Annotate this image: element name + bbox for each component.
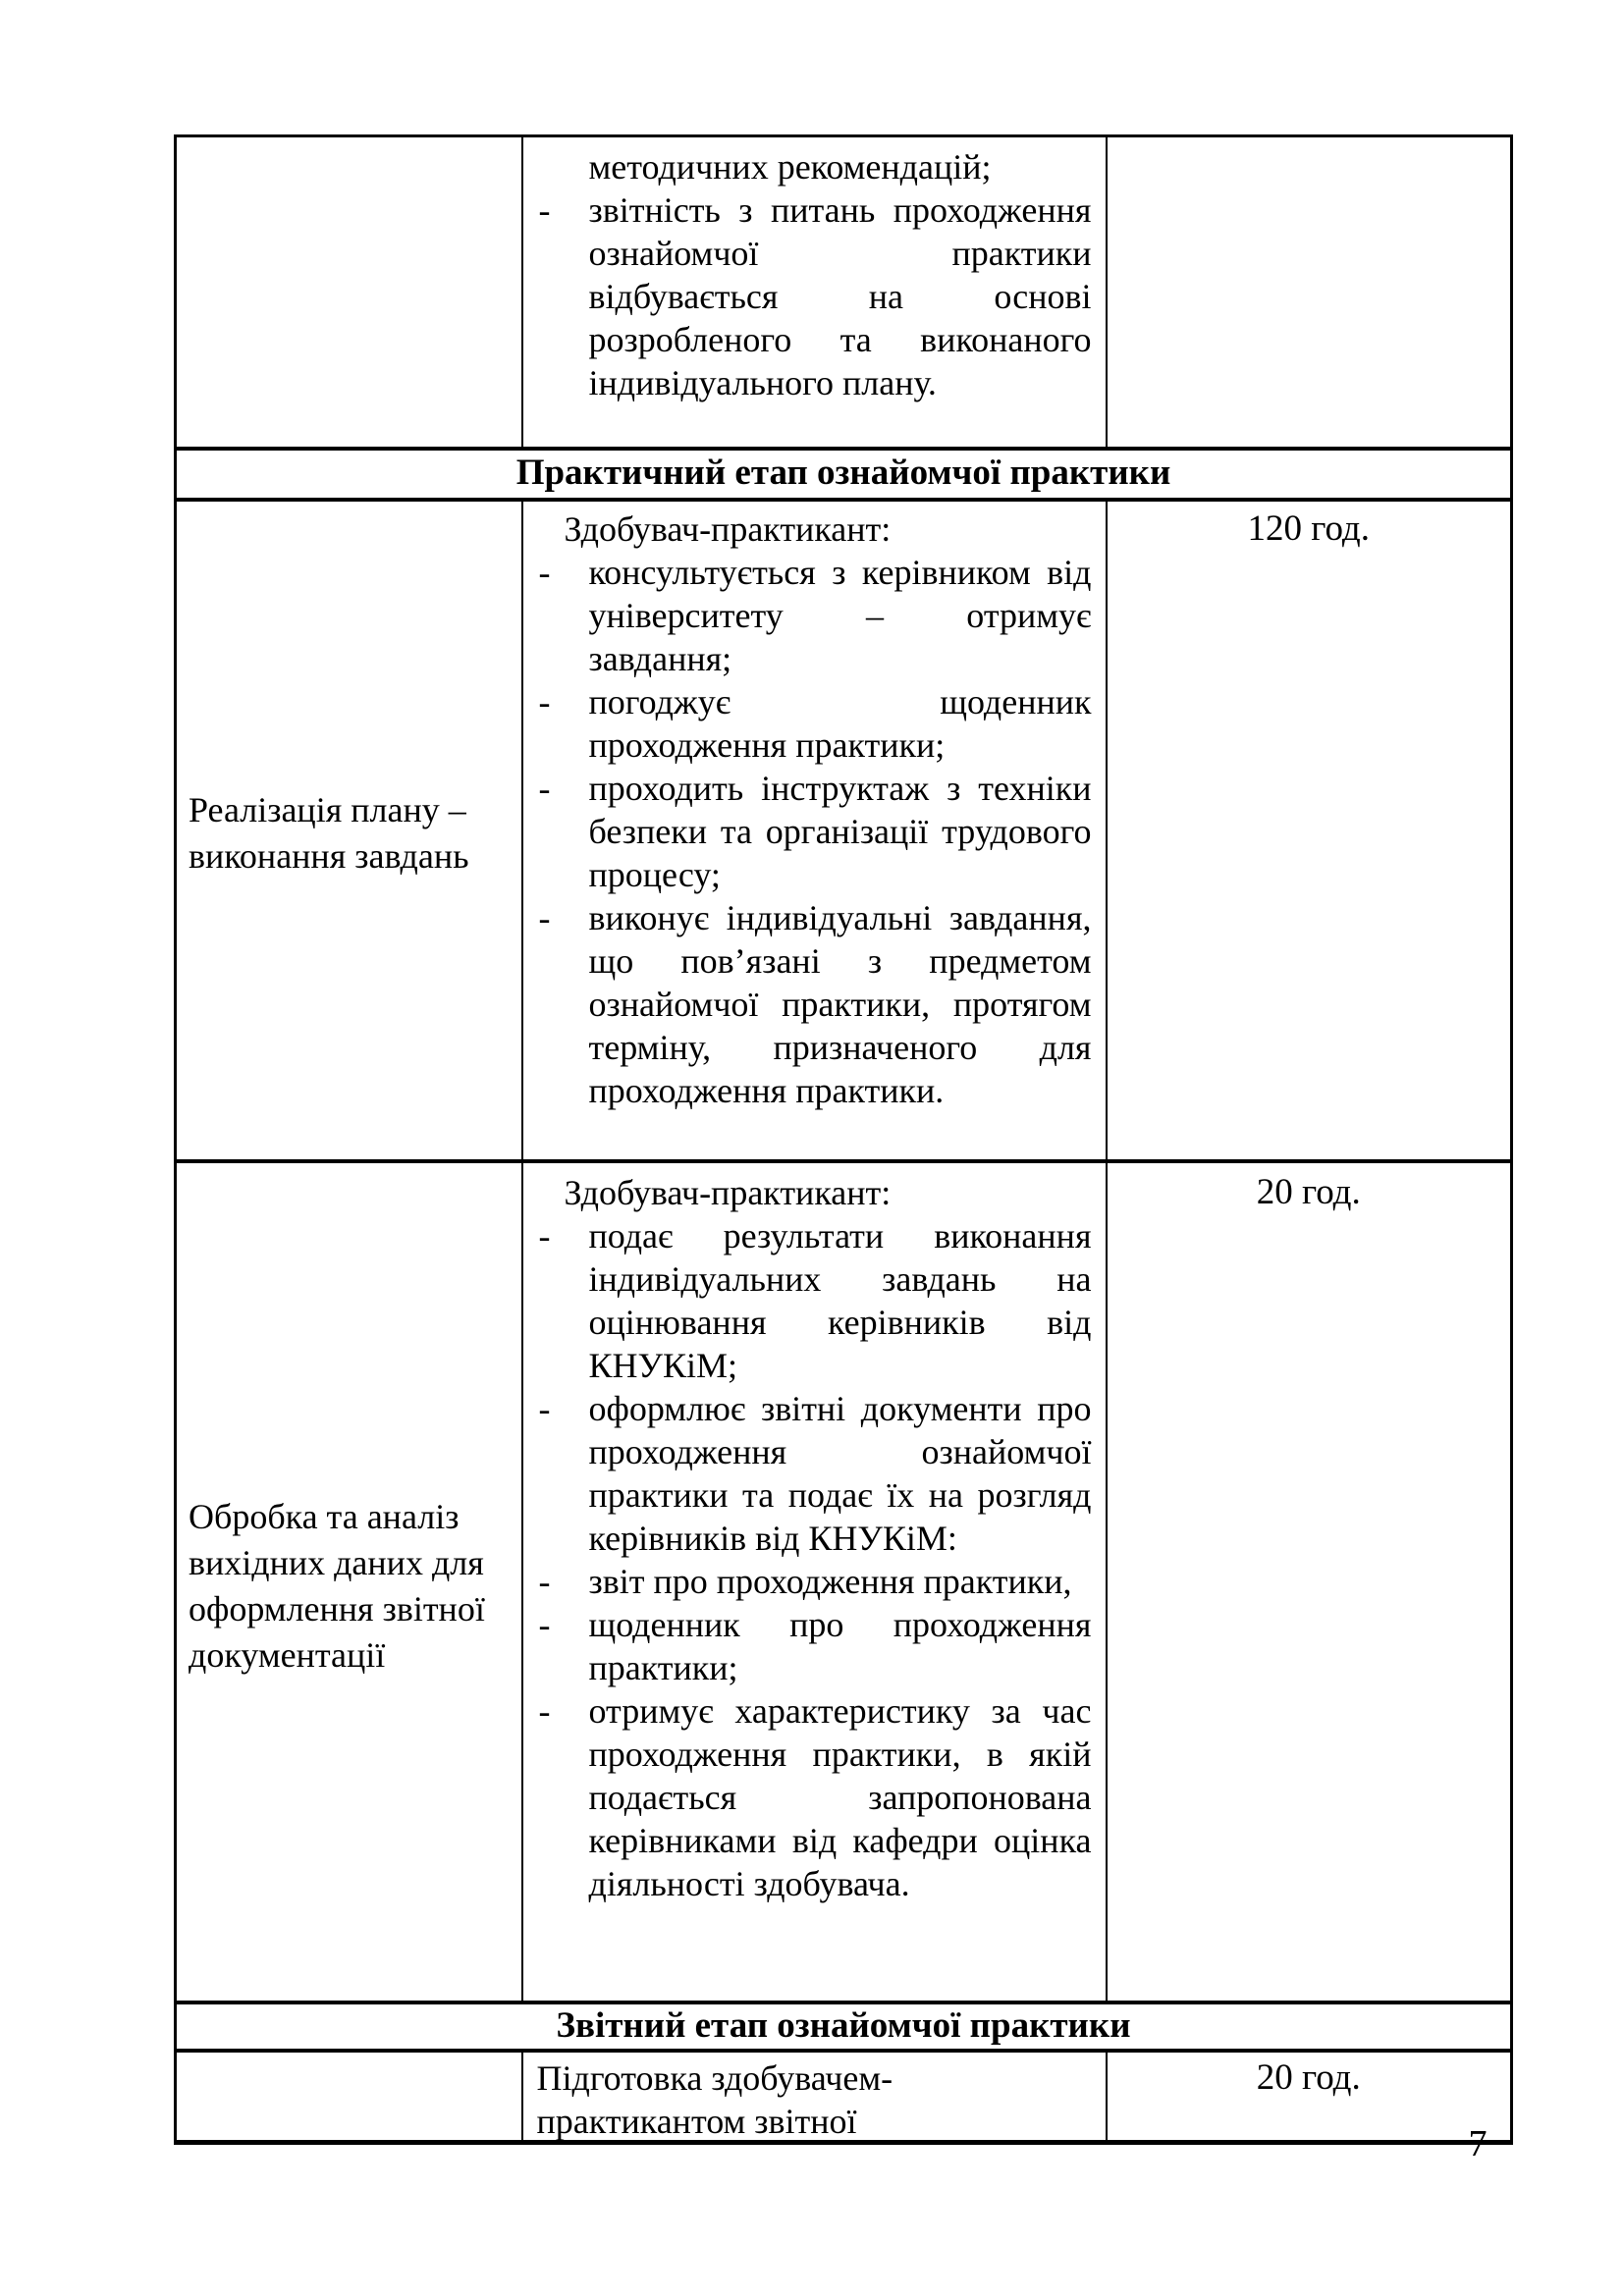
stage-cell [176, 500, 522, 1161]
bullet-dash: - [538, 190, 551, 230]
stage-text: Обробка та аналіз вихідних даних для оформлення звітної документації [189, 1496, 485, 1675]
bullet-item [537, 1603, 1092, 1689]
stage-cell [176, 136, 522, 450]
stage-text: Реалізація плану – виконання завдань [189, 790, 469, 876]
bullet-item [537, 1689, 1092, 1905]
hours-cell [1107, 2051, 1512, 2143]
table-row [176, 1161, 1512, 2002]
bullet-dash: - [538, 1691, 551, 1731]
bullet-dash: - [538, 553, 551, 592]
bullet-text: звіт про проходження практики, [588, 1562, 1072, 1601]
bullet-dash: - [538, 1605, 551, 1644]
hours-text: 120 год. [1247, 508, 1370, 549]
activity-intro: Здобувач-практикант: [564, 1173, 892, 1212]
bullet-text: щоденник про проходження практики; [588, 1605, 1092, 1687]
table-row [176, 2051, 1512, 2143]
bullet-dash: - [538, 769, 551, 808]
bullet-text: звітність з питань проходження ознайомчої практики відбувається на основі розробленого та виконаного індивідуального плану. [588, 190, 1092, 402]
activity-cell [522, 500, 1107, 1161]
bullet-dash: - [538, 682, 551, 721]
stage-text [177, 137, 521, 447]
section-header-cell [176, 449, 1512, 500]
activity-cell [522, 136, 1107, 450]
activity-intro: Здобувач-практикант: [564, 509, 892, 549]
bullet-item [537, 1560, 1092, 1603]
section-header-row [176, 2002, 1512, 2051]
hours-text: 20 год. [1256, 1172, 1361, 1212]
hours-text: 20 год. [1256, 2057, 1361, 2098]
bullet-text: проходить інструктаж з техніки безпеки та організації трудового процесу; [588, 769, 1092, 894]
bullet-dash: - [538, 1389, 551, 1428]
bullet-item [537, 551, 1092, 680]
table-row [176, 136, 1512, 450]
bullet-text: погоджує щоденник проходження практики; [588, 682, 1092, 765]
activity-line: методичних рекомендацій; [588, 147, 992, 187]
hours-cell [1107, 500, 1512, 1161]
bullet-text: консультується з керівником від університету – отримує завдання; [588, 553, 1092, 678]
bullet-item [537, 188, 1092, 404]
stage-cell [176, 2051, 522, 2143]
section-header-cell [176, 2002, 1512, 2051]
bullet-item [537, 1387, 1092, 1560]
hours-cell [1107, 136, 1512, 450]
activity-cell [522, 1161, 1107, 2002]
practice-stages-table [174, 134, 1513, 2145]
bullet-item [537, 767, 1092, 896]
bullet-dash: - [538, 1562, 551, 1601]
section-title: Звітний етап ознайомчої практики [556, 2005, 1131, 2046]
bullet-dash: - [538, 898, 551, 937]
stage-cell [176, 1161, 522, 2002]
stage-text [177, 2053, 521, 2140]
bullet-item [537, 1214, 1092, 1387]
activity-cell [522, 2051, 1107, 2143]
page-number: 7 [1468, 2123, 1488, 2164]
section-header-row [176, 449, 1512, 500]
table-row [176, 500, 1512, 1161]
bullet-text: отримує характеристику за час проходження практики, в якій подається запропонована керівниками від кафедри оцінка діяльності здобувача. [588, 1691, 1092, 1903]
activity-line: Підготовка здобувачем- [536, 2058, 893, 2098]
section-title: Практичний етап ознайомчої практики [515, 453, 1171, 493]
bullet-text: оформлює звітні документи про проходження ознайомчої практики та подає їх на розгляд керівників від КНУКіМ: [588, 1389, 1092, 1558]
bullet-item [537, 680, 1092, 767]
hours-cell [1107, 1161, 1512, 2002]
activity-line: практикантом звітної [536, 2102, 857, 2140]
bullet-dash: - [538, 1216, 551, 1255]
bullet-text: подає результати виконання індивідуальних завдань на оцінювання керівників від КНУКіМ; [588, 1216, 1092, 1385]
bullet-text: виконує індивідуальні завдання, що пов’язані з предметом ознайомчої практики, протягом терміну, призначеного для проходження практики. [588, 898, 1092, 1110]
bullet-item [537, 896, 1092, 1112]
hours-text [1108, 137, 1511, 447]
